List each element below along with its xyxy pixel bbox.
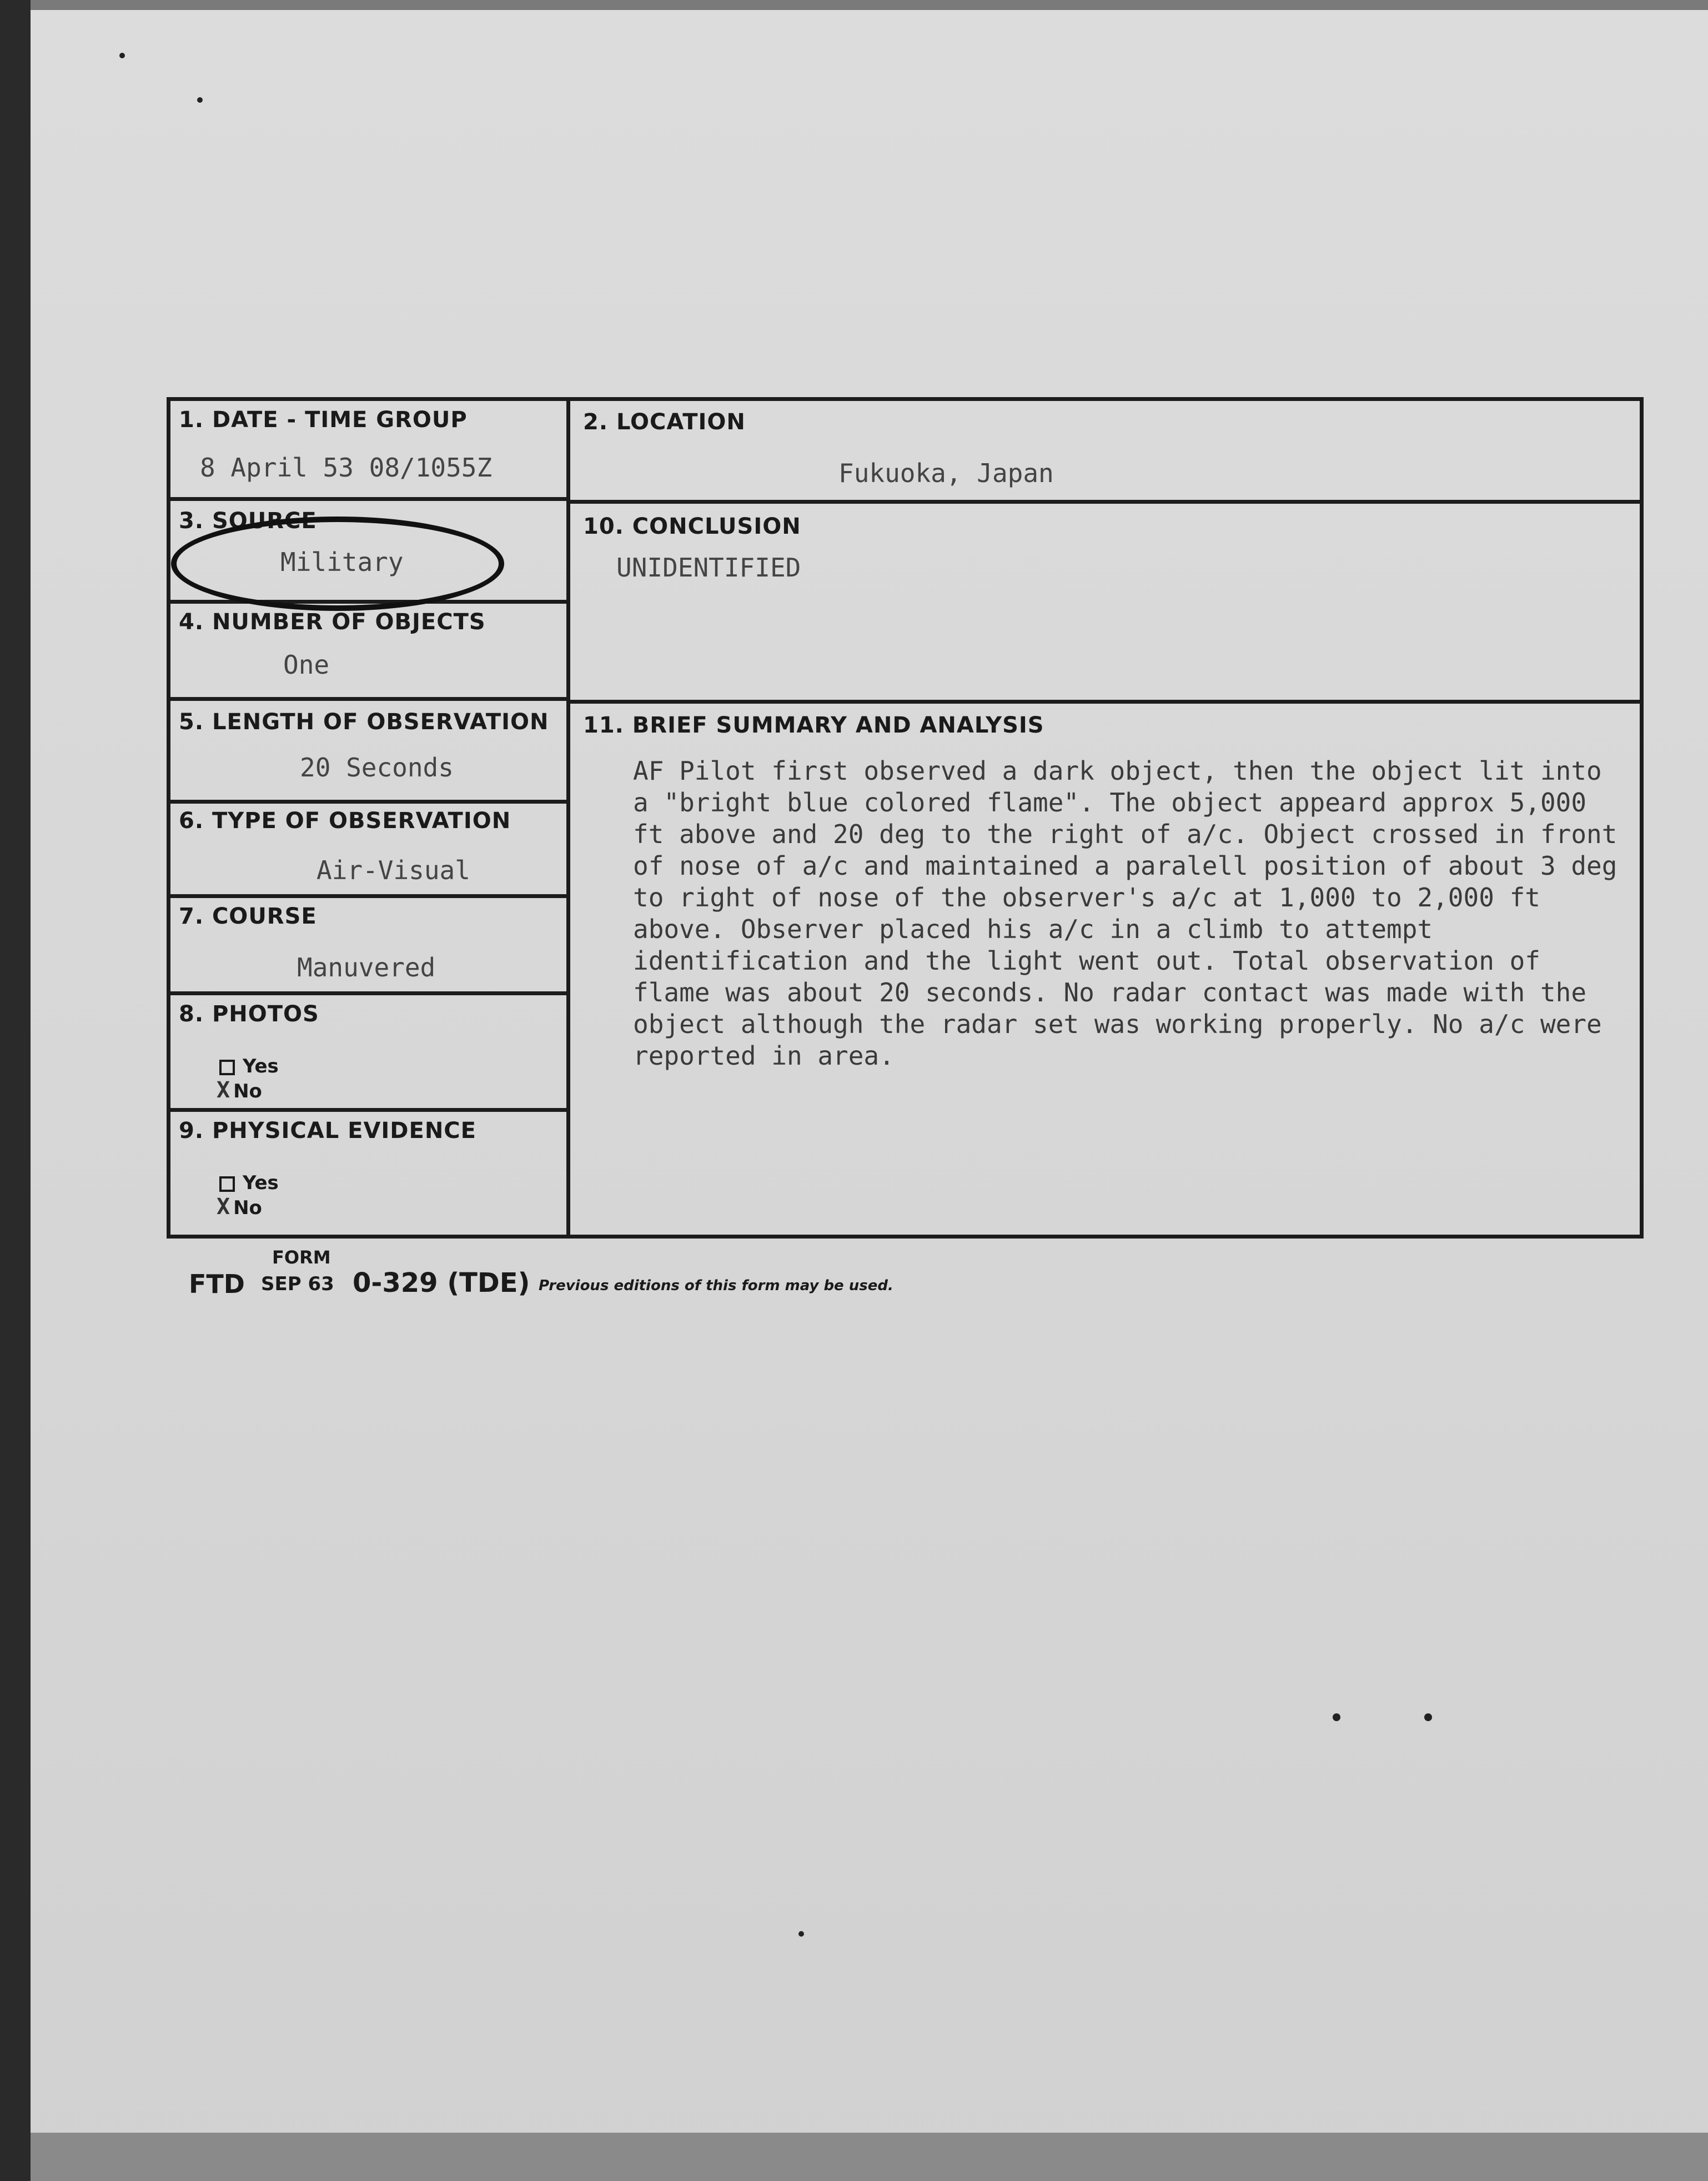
date-time-label: 1. DATE - TIME GROUP [179,407,468,433]
photos-label: 8. PHOTOS [179,1001,319,1027]
summary-label: 11. BRIEF SUMMARY AND ANALYSIS [583,713,1044,738]
rule [167,497,570,501]
rule [167,1108,570,1112]
rule [167,991,570,995]
course-value: Manuvered [297,952,436,982]
summary-text: AF Pilot first observed a dark object, then the object lit into a "bright blue colored flame". The object appeard approx 5,000 ft above and 20 deg to the right of a/c. Object crossed in front of nose of a/c and maintained a paralell position of about 3 deg to right of nose of the observer's a/c at 1,000 to 2,000 ft above. Observer placed his a/c in a climb to attempt identification and the light went out. Total observation of flame was about 20 seconds. No radar contact was made with the object although the radar set was working properly. No a/c were reported in area. [633,756,1633,1071]
course-label: 7. COURSE [179,904,317,929]
physical-evidence-label: 9. PHYSICAL EVIDENCE [179,1118,476,1144]
footer-note: Previous editions of this form may be used. [539,1277,893,1294]
scan-edge-left [0,0,31,2181]
photos-yes-label: Yes [243,1055,279,1077]
location-value: Fukuoka, Japan [838,458,1054,488]
photos-no-label: No [233,1080,262,1102]
scan-speck [119,53,125,58]
type-of-observation-label: 6. TYPE OF OBSERVATION [179,808,511,834]
checkbox-checked-x-icon: X [217,1077,230,1103]
scan-edge-top [31,0,1708,10]
type-of-observation-value: Air-Visual [317,855,470,885]
scan-speck [1333,1713,1340,1721]
photos-no-option [217,1077,262,1103]
location-label: 2. LOCATION [583,409,746,435]
physical-evidence-yes-label: Yes [243,1172,279,1194]
physical-evidence-no-option [217,1194,262,1220]
conclusion-label: 10. CONCLUSION [583,514,801,539]
checkbox-empty-icon [219,1176,235,1192]
length-of-observation-label: 5. LENGTH OF OBSERVATION [179,709,549,735]
footer-form-number: 0-329 (TDE) [353,1267,530,1298]
scan-speck [798,1931,804,1937]
physical-evidence-no-label: No [233,1197,262,1219]
scan-edge-bottom [31,2133,1708,2181]
length-of-observation-value: 20 Seconds [300,753,454,783]
column-divider [566,397,570,1239]
checkbox-empty-icon [219,1060,235,1075]
rule [566,500,1644,504]
number-of-objects-value: One [283,650,330,680]
source-value: Military [280,547,404,577]
scan-speck [197,97,203,103]
rule [167,894,570,898]
conclusion-value: UNIDENTIFIED [616,553,801,583]
number-of-objects-label: 4. NUMBER OF OBJECTS [179,609,486,635]
footer-ftd: FTD [189,1269,245,1299]
footer-form-word: FORM [272,1247,331,1268]
source-label: 3. SOURCE [179,508,317,534]
scan-speck [1424,1713,1432,1721]
date-time-value: 8 April 53 08/1055Z [200,453,493,483]
photos-yes-option [219,1055,279,1077]
rule [167,697,570,701]
checkbox-checked-x-icon: X [217,1194,230,1220]
rule [167,800,570,804]
physical-evidence-yes-option [219,1172,279,1194]
report-form [167,397,1644,1239]
footer-date: SEP 63 [261,1273,334,1295]
rule [566,700,1644,704]
